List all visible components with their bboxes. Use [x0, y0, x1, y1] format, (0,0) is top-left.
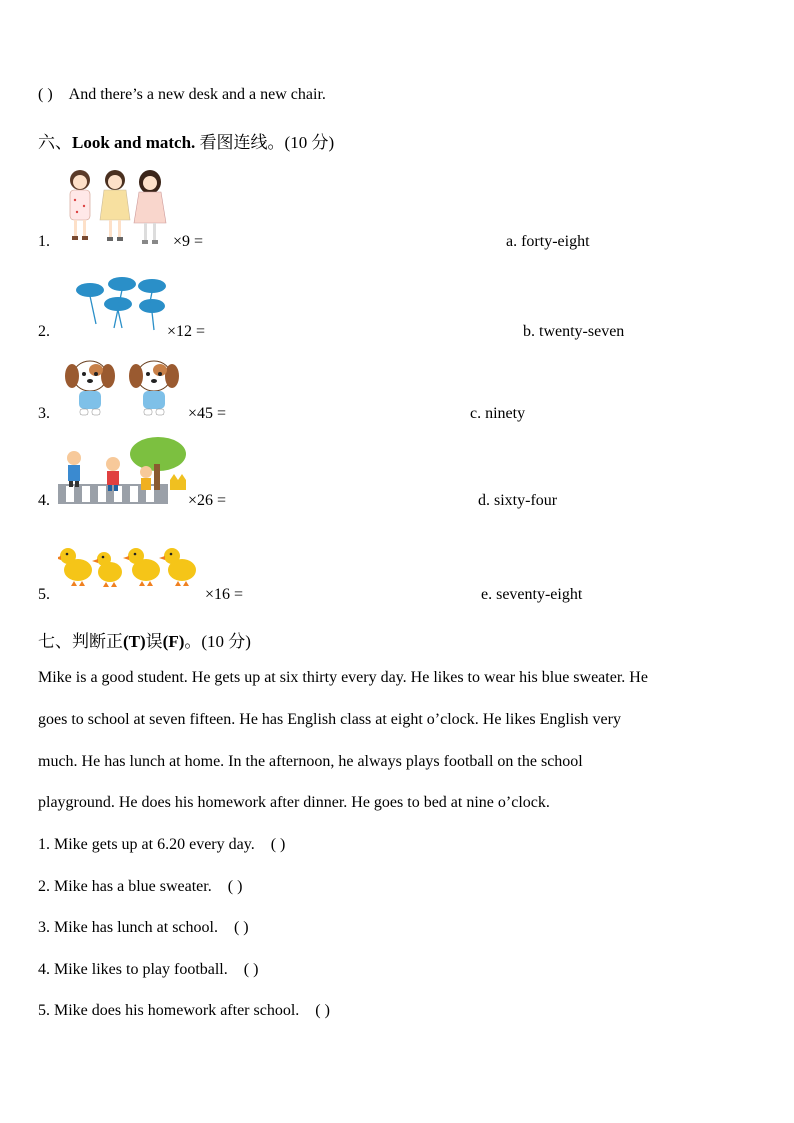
item-5-expression: ×16 =	[205, 586, 244, 603]
kid-1	[67, 451, 81, 487]
girl-1	[70, 170, 90, 240]
two-puppies-picture	[60, 356, 186, 418]
duck-2	[92, 552, 122, 587]
four-ducks-picture	[58, 542, 200, 588]
item-4-expression: ×26 =	[188, 492, 227, 509]
section6-title: 六、Look and match. 看图连线。(10 分)	[38, 133, 335, 152]
option-b[interactable]: b. twenty-seven	[523, 323, 625, 340]
question-2: 2. Mike has a blue sweater. ( )	[38, 878, 243, 895]
puppy-2	[129, 361, 179, 415]
item-1-expression: ×9 =	[173, 233, 204, 250]
kid-3	[140, 466, 152, 490]
answer-paren[interactable]: ( )	[38, 86, 53, 103]
option-d[interactable]: d. sixty-four	[478, 492, 558, 509]
duck-4	[159, 548, 196, 586]
passage-line-3: much. He has lunch at home. In the afternoon, he always plays football on the school	[38, 753, 583, 770]
answer-paren[interactable]: ( )	[233, 919, 249, 936]
section7-title: 七、判断正(T)误(F)。(10 分)	[38, 632, 251, 651]
top-line-text: And there’s a new desk and a new chair.	[68, 86, 326, 103]
option-c[interactable]: c. ninety	[470, 405, 526, 422]
answer-paren[interactable]: ( )	[227, 878, 243, 895]
passage-line-2: goes to school at seven fifteen. He has English class at eight o’clock. He likes English very	[38, 711, 621, 728]
answer-paren[interactable]: ( )	[270, 836, 286, 853]
match-item-2: 2.	[38, 323, 50, 340]
item-3-expression: ×45 =	[188, 405, 227, 422]
duck-3	[123, 548, 160, 586]
match-item-3: 3.	[38, 405, 50, 422]
puppy-1	[65, 361, 115, 415]
blue-flowers-picture	[70, 272, 170, 332]
item-number: 1.	[38, 233, 50, 250]
answer-paren[interactable]: ( )	[243, 961, 259, 978]
question-1: 1. Mike gets up at 6.20 every day. ( )	[38, 836, 286, 853]
passage-line-4: playground. He does his homework after dinner. He goes to bed at nine o’clock.	[38, 794, 550, 811]
question-3: 3. Mike has lunch at school. ( )	[38, 919, 249, 936]
answer-paren[interactable]: ( )	[315, 1002, 330, 1019]
match-item-1	[38, 233, 50, 251]
option-e[interactable]: e. seventy-eight	[481, 586, 583, 603]
girl-2	[100, 170, 130, 241]
item-2-expression: ×12 =	[167, 323, 206, 340]
question-5: 5. Mike does his homework after school. ( )	[38, 1002, 330, 1019]
girl-3	[134, 170, 166, 244]
option-a[interactable]: a. forty-eight	[506, 233, 590, 250]
flowers-cluster	[170, 474, 186, 490]
three-girls-picture	[62, 168, 172, 248]
passage-line-1: Mike is a good student. He gets up at six thirty every day. He likes to wear his blue sweater. He	[38, 669, 648, 686]
match-item-4: 4.	[38, 492, 50, 509]
duck-1	[58, 548, 92, 586]
top-line	[38, 86, 326, 104]
match-item-5: 5.	[38, 586, 50, 603]
kids-crosswalk-picture	[58, 436, 188, 508]
question-4: 4. Mike likes to play football. ( )	[38, 961, 259, 978]
